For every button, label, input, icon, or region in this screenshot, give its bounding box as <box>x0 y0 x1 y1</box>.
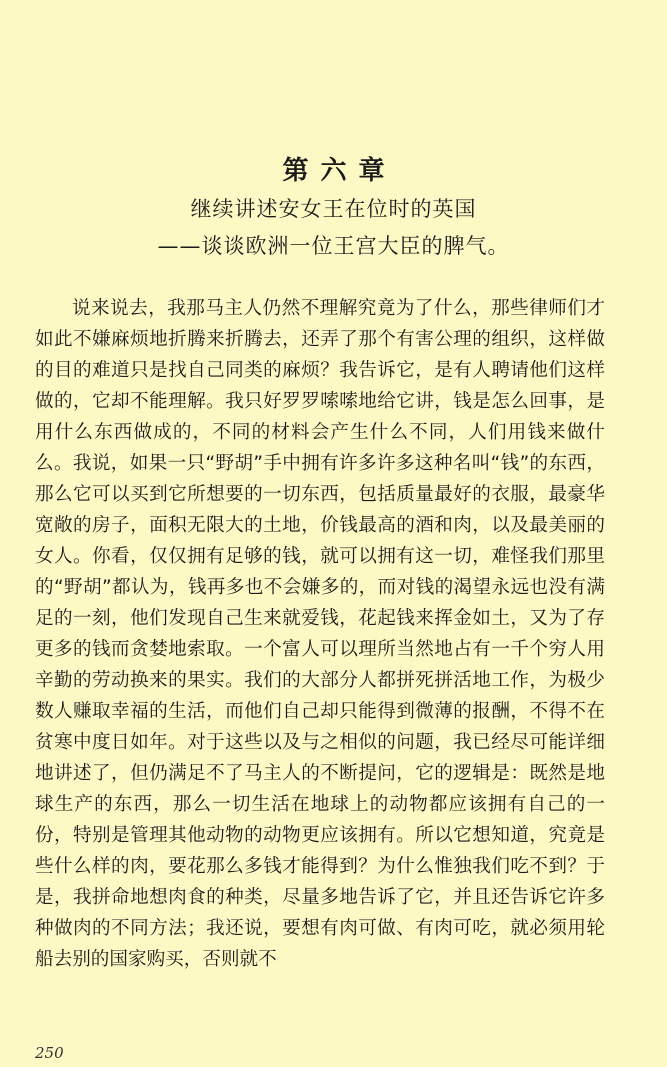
chapter-number: 第六章 <box>282 156 397 186</box>
chapter-subtitle: ——谈谈欧洲一位王宫大臣的脾气。 <box>157 234 510 258</box>
body-paragraph: 说来说去，我那马主人仍然不理解究竟为了什么，那些律师们才如此不嫌麻烦地折腾来折腾去，还弄了那个有害公理的组织，这样做的目的难道只是找自己同类的麻烦？我告诉它，是有人聘请他们这样做的，它却不能理解。我只好罗罗嗦嗦地给它讲，钱是怎么回事，是用什么东西做成的，不同的材料会产生什么不同，人们用钱来做什么。我说，如果一只“野胡”手中拥有许多许多这种名叫“钱”的东西，那么它可以买到它所想要的一切东西，包括质量最好的衣服，最豪华宽敞的房子，面积无限大的土地，价钱最高的酒和肉，以及最美丽的女人。你看，仅仅拥有足够的钱，就可以拥有这一切，难怪我们那里的“野胡”都认为，钱再多也不会嫌多的，而对钱的渴望永远也没有满足的一刻，他们发现自己生来就爱钱，花起钱来挥金如土，又为了存更多的钱而贪婪地索取。一个富人可以理所当然地占有一千个穷人用辛勤的劳动换来的果实。我们的大部分人都拼死拼活地工作，为极少数人赚取幸福的生活，而他们自己却只能得到微薄的报酬，不得不在贫寒中度日如年。对于这些以及与之相似的问题，我已经尽可能详细地讲述了，但仍满足不了马主人的不断提问，它的逻辑是：既然是地球生产的东西，那么一切生活在地球上的动物都应该拥有自己的一份，特别是管理其他动物的动物更应该拥有。所以它想知道，究竟是些什么样的肉，要花那么多钱才能得到？为什么惟独我们吃不到？于是，我拼命地想肉食的种类，尽量多地告诉了它，并且还告诉它许多种做肉的不同方法；我还说，要想有肉可做、有肉可吃，就必须用轮船去别的国家购买，否则就不 <box>35 298 605 970</box>
page-number: 250 <box>35 1044 64 1062</box>
chapter-title: 继续讲述安女王在位时的英国 <box>190 197 477 221</box>
